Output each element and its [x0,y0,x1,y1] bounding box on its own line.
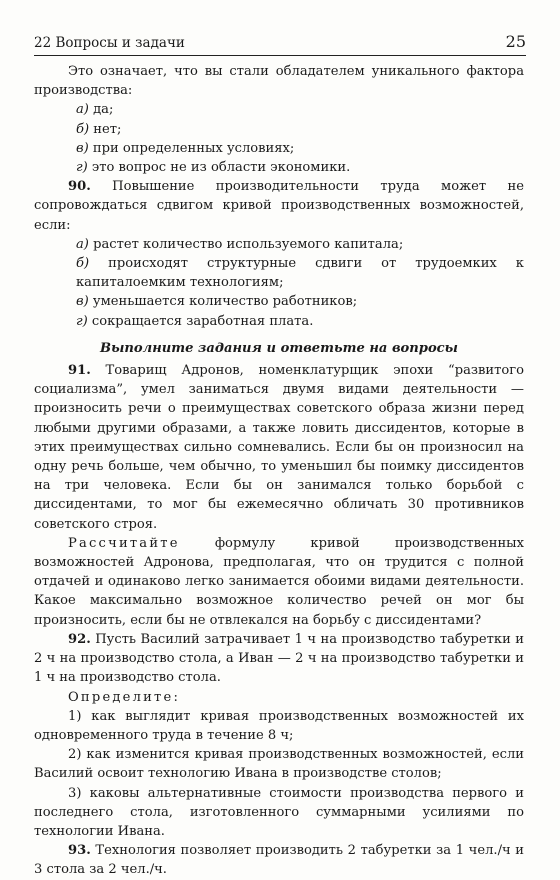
running-header [34,32,526,56]
question-number: 92. [68,631,91,647]
option-b: б) происходят структурные сдвиги от трудоемких к капиталоемким технологиям; [76,256,524,291]
question-92-item-2: 2) как изменится кривая производственных возможностей, если Василий освоит технологию Ивана в производстве столов; [34,747,524,782]
question-92: 92. Пусть Василий затрачивает 1 ч на производство табуретки и 2 ч на производство стола, а Иван — 2 ч на производство табуретки и 1 ч на производство стола. [34,631,524,686]
option-b: б) нет; [76,121,122,137]
question-93: 93. Технология позволяет производить 2 табуретки за 1 чел./ч и 3 стола за 2 чел./ч. [34,843,524,878]
page-body [34,62,524,880]
question-91-task: Рассчитайте формулу кривой производственных возможностей Адронова, предполагая, что он трудится с полной отдачей и одинаково легко занимается обоими видами деятельности. Какое максимально возможное количество речей он мог бы произносить, если бы не отвлекался на борьбу с диссидентами? [34,535,524,628]
section-title: 22 Вопросы и задачи [34,35,185,51]
section-heading: Выполните задания и ответьте на вопросы [100,340,458,356]
option-a: а) да; [76,102,114,118]
option-c: в) уменьшается количество работников; [76,294,358,310]
paragraph-intro: Это означает, что вы стали обладателем уникального фактора производства: [34,64,524,99]
question-92-item-1: 1) как выглядит кривая производственных возможностей их одновременного труда в течение 8 ч; [34,708,524,743]
question-number: 91. [68,363,91,379]
question-90: 90. Повышение производительности труда может не сопровождаться сдвигом кривой производственных возможностей, если: [34,179,524,233]
option-d: г) это вопрос не из области экономики. [76,160,351,176]
page-number: 25 [505,32,526,51]
option-a: а) растет количество используемого капитала; [76,236,404,252]
option-d: г) сокращается заработная плата. [76,313,314,329]
question-92-item-3: 3) каковы альтернативные стоимости производства первого и последнего стола, изготовленного суммарными усилиями по технологии Ивана. [34,785,524,839]
question-92-task: Определите: [68,689,181,705]
question-91: 91. Товарищ Адронов, номенклатурщик эпохи “развитого социализма”, умел заниматься двумя видами деятельности — произносить речи о преимуществах советского образа жизни перед любыми другими образами, а также ловить диссидентов, которые в этих преимуществах сильно сомневались. Если бы он произносил на одну речь больше, чем обычно, то уменьшил бы поимку диссидентов на три человека. Если бы он занимался только борьбой с диссидентами, то мог бы ежемесячно обличать 30 противников советского строя. [34,363,524,532]
option-c: в) при определенных условиях; [76,140,295,156]
question-number: 90. [68,179,91,195]
question-number: 93. [68,843,91,859]
